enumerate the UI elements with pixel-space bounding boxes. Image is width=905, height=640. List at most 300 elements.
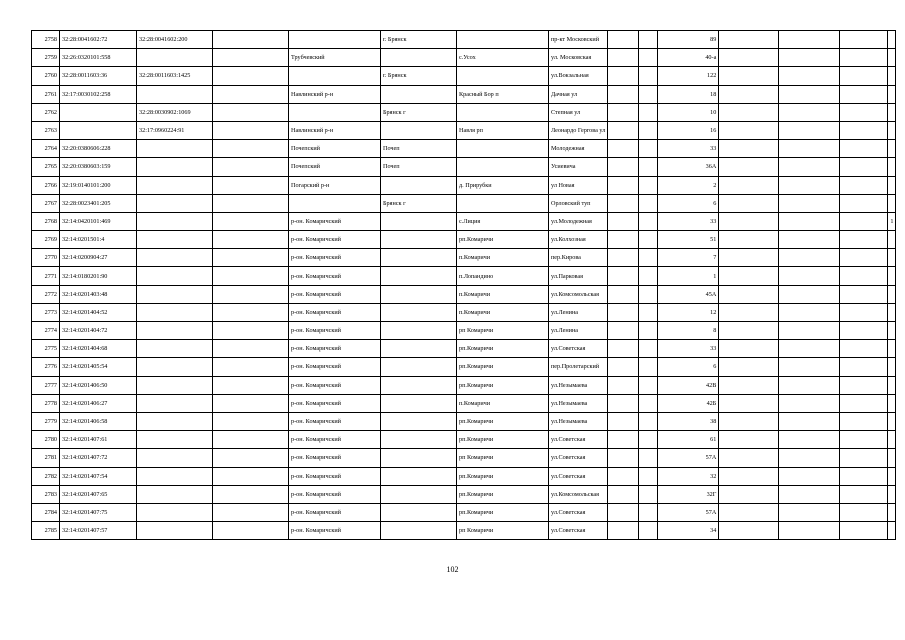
table-cell	[639, 431, 658, 449]
table-row	[32, 176, 896, 194]
table-cell	[719, 212, 779, 230]
table-cell: Степная ул	[549, 103, 608, 121]
table-cell: р-он. Комаричский	[289, 249, 381, 267]
table-cell: п.Комаричи	[457, 303, 549, 321]
table-cell	[779, 303, 840, 321]
table-cell	[888, 340, 896, 358]
table-cell	[779, 412, 840, 430]
table-cell	[719, 140, 779, 158]
table-row	[32, 467, 896, 485]
table-cell	[840, 394, 888, 412]
table-cell	[381, 85, 457, 103]
table-cell	[719, 231, 779, 249]
table-cell	[840, 140, 888, 158]
table-row	[32, 267, 896, 285]
table-cell	[608, 449, 639, 467]
table-cell: рп.Комаричи	[457, 340, 549, 358]
table-cell: ул.Ленина	[549, 322, 608, 340]
table-cell: 32:14:0201404:52	[60, 303, 137, 321]
table-cell: р-он. Комаричский	[289, 522, 381, 540]
table-cell: р-он. Комаричский	[289, 212, 381, 230]
table-cell	[888, 176, 896, 194]
table-row	[32, 85, 896, 103]
table-cell: 32:28:0030902:1069	[137, 103, 213, 121]
table-cell	[840, 158, 888, 176]
table-cell: 32:14:0180201:90	[60, 267, 137, 285]
table-row	[32, 194, 896, 212]
table-cell: р-он. Комаричский	[289, 412, 381, 430]
table-cell	[719, 467, 779, 485]
table-cell	[381, 303, 457, 321]
table-cell: п.Лопандино	[457, 267, 549, 285]
table-cell: 18	[658, 85, 719, 103]
table-cell	[639, 67, 658, 85]
table-cell: ул.Комсомольская	[549, 485, 608, 503]
table-cell: 33	[658, 212, 719, 230]
table-cell: 2771	[32, 267, 60, 285]
table-cell	[381, 340, 457, 358]
table-cell	[719, 194, 779, 212]
table-row	[32, 340, 896, 358]
table-cell	[639, 103, 658, 121]
table-cell: ул.Незымаева	[549, 394, 608, 412]
table-cell: ул.Ленина	[549, 303, 608, 321]
table-cell	[213, 358, 289, 376]
table-row	[32, 140, 896, 158]
table-cell: рп.Комаричи	[457, 358, 549, 376]
table-cell: 32:17:0960224:91	[137, 121, 213, 139]
table-row	[32, 231, 896, 249]
table-cell	[137, 503, 213, 521]
table-cell	[608, 212, 639, 230]
table-cell: ул.Советская	[549, 340, 608, 358]
table-cell: 34	[658, 522, 719, 540]
table-cell	[719, 267, 779, 285]
table-cell: рп.Комаричи	[457, 485, 549, 503]
table-cell	[840, 49, 888, 67]
table-cell	[840, 522, 888, 540]
table-cell	[608, 503, 639, 521]
table-cell: Навлинский р-н	[289, 121, 381, 139]
table-cell: 2	[658, 176, 719, 194]
table-cell	[779, 358, 840, 376]
table-cell	[639, 503, 658, 521]
table-cell	[213, 322, 289, 340]
table-cell: 61	[658, 431, 719, 449]
table-cell: 2760	[32, 67, 60, 85]
table-body	[32, 31, 896, 540]
table-cell	[779, 322, 840, 340]
table-cell	[719, 176, 779, 194]
table-cell: пер.Кирова	[549, 249, 608, 267]
table-cell	[840, 249, 888, 267]
table-cell: 7	[658, 249, 719, 267]
table-cell	[608, 140, 639, 158]
table-cell	[639, 158, 658, 176]
table-cell: 2761	[32, 85, 60, 103]
table-cell: ул.Незымаева	[549, 412, 608, 430]
table-cell	[639, 140, 658, 158]
table-cell: 122	[658, 67, 719, 85]
table-cell	[213, 158, 289, 176]
table-cell	[840, 176, 888, 194]
table-cell: 32:14:0201407:65	[60, 485, 137, 503]
table-cell: п.Комаричи	[457, 249, 549, 267]
table-cell: 2773	[32, 303, 60, 321]
table-cell	[213, 85, 289, 103]
table-cell	[381, 467, 457, 485]
table-cell	[639, 231, 658, 249]
table-cell	[888, 249, 896, 267]
table-cell	[608, 358, 639, 376]
table-cell	[381, 49, 457, 67]
table-cell: ул.Парковая	[549, 267, 608, 285]
table-cell: ул Новая	[549, 176, 608, 194]
table-cell: ул.Советская	[549, 522, 608, 540]
table-cell	[137, 394, 213, 412]
table-cell	[888, 322, 896, 340]
table-cell: 32Г	[658, 485, 719, 503]
table-cell: 2781	[32, 449, 60, 467]
table-cell: 40-а	[658, 49, 719, 67]
table-cell	[137, 176, 213, 194]
table-cell: р-он. Комаричский	[289, 503, 381, 521]
table-cell: ул.Советская	[549, 503, 608, 521]
table-cell	[381, 249, 457, 267]
table-cell	[137, 231, 213, 249]
table-cell	[608, 49, 639, 67]
table-cell: 6	[658, 358, 719, 376]
table-cell	[213, 176, 289, 194]
table-cell	[137, 467, 213, 485]
table-cell	[608, 394, 639, 412]
table-cell: 32	[658, 467, 719, 485]
table-cell: рп Комаричи	[457, 322, 549, 340]
table-cell	[381, 121, 457, 139]
table-cell	[639, 485, 658, 503]
table-cell	[457, 140, 549, 158]
table-cell	[639, 412, 658, 430]
table-cell: ул.Советская	[549, 449, 608, 467]
table-row	[32, 322, 896, 340]
table-cell	[137, 212, 213, 230]
table-row	[32, 412, 896, 430]
table-cell: Брянск г	[381, 103, 457, 121]
table-cell	[779, 158, 840, 176]
table-cell: ул. Московская	[549, 49, 608, 67]
table-cell: 2776	[32, 358, 60, 376]
table-cell: 32:14:0201406:50	[60, 376, 137, 394]
table-cell	[608, 322, 639, 340]
table-cell: 32:28:0041602:200	[137, 31, 213, 49]
table-cell	[381, 376, 457, 394]
table-row	[32, 485, 896, 503]
table-cell: 6	[658, 194, 719, 212]
table-cell: Навля рп	[457, 121, 549, 139]
table-cell	[840, 85, 888, 103]
table-cell: рп Комаричи	[457, 522, 549, 540]
table-cell: рп.Комаричи	[457, 412, 549, 430]
table-cell	[840, 467, 888, 485]
table-cell	[608, 103, 639, 121]
table-cell	[137, 322, 213, 340]
table-cell	[608, 412, 639, 430]
table-cell	[289, 67, 381, 85]
table-cell: Почеп	[381, 158, 457, 176]
table-cell	[639, 467, 658, 485]
table-cell	[213, 49, 289, 67]
table-cell	[639, 212, 658, 230]
table-cell: 32:14:0201404:68	[60, 340, 137, 358]
table-cell: 16	[658, 121, 719, 139]
table-cell	[719, 503, 779, 521]
table-row	[32, 121, 896, 139]
table-cell: ул.Комсомольская	[549, 285, 608, 303]
table-cell	[137, 358, 213, 376]
table-cell	[840, 121, 888, 139]
table-cell	[137, 340, 213, 358]
table-cell: Усиевича	[549, 158, 608, 176]
table-cell	[719, 31, 779, 49]
table-cell	[137, 267, 213, 285]
table-cell: р-он. Комаричский	[289, 303, 381, 321]
table-cell	[840, 503, 888, 521]
table-cell	[608, 67, 639, 85]
table-cell	[840, 303, 888, 321]
table-cell	[213, 522, 289, 540]
table-cell	[608, 467, 639, 485]
table-cell: 32:28:0011603:36	[60, 67, 137, 85]
table-cell	[888, 522, 896, 540]
table-cell	[719, 303, 779, 321]
table-cell: 32:14:0201407:72	[60, 449, 137, 467]
table-cell	[639, 340, 658, 358]
table-cell: 2785	[32, 522, 60, 540]
table-cell	[639, 85, 658, 103]
table-row	[32, 358, 896, 376]
table-cell	[719, 485, 779, 503]
property-register-table	[31, 30, 896, 540]
table-cell: 2767	[32, 194, 60, 212]
table-cell	[840, 449, 888, 467]
table-cell	[639, 121, 658, 139]
table-cell	[137, 249, 213, 267]
table-cell: Почепский	[289, 158, 381, 176]
table-cell: 32:14:0201407:75	[60, 503, 137, 521]
table-cell	[888, 121, 896, 139]
table-cell: г. Брянск	[381, 31, 457, 49]
table-cell	[639, 267, 658, 285]
table-row	[32, 522, 896, 540]
table-cell	[213, 194, 289, 212]
table-cell: 2766	[32, 176, 60, 194]
table-cell	[381, 212, 457, 230]
table-cell	[213, 340, 289, 358]
table-cell: 2775	[32, 340, 60, 358]
table-cell	[888, 485, 896, 503]
table-cell	[639, 394, 658, 412]
table-cell: ул.Советская	[549, 467, 608, 485]
table-cell: р-он. Комаричский	[289, 322, 381, 340]
table-cell	[137, 49, 213, 67]
table-cell	[719, 376, 779, 394]
table-cell: пр-кт Московский	[549, 31, 608, 49]
table-cell: 32:14:0201407:54	[60, 467, 137, 485]
table-cell	[779, 249, 840, 267]
table-cell: 2779	[32, 412, 60, 430]
table-cell: Дачная ул	[549, 85, 608, 103]
table-row	[32, 67, 896, 85]
table-cell	[779, 267, 840, 285]
table-cell	[213, 231, 289, 249]
table-cell	[213, 103, 289, 121]
table-cell: р-он. Комаричский	[289, 394, 381, 412]
table-cell	[779, 522, 840, 540]
table-cell	[888, 194, 896, 212]
table-cell	[779, 485, 840, 503]
table-cell	[779, 503, 840, 521]
table-cell	[840, 431, 888, 449]
table-cell	[137, 158, 213, 176]
table-cell	[779, 431, 840, 449]
table-cell: р-он. Комаричский	[289, 431, 381, 449]
table-row	[32, 449, 896, 467]
table-cell	[137, 376, 213, 394]
table-cell	[639, 322, 658, 340]
table-cell: 32:14:0201405:54	[60, 358, 137, 376]
table-cell	[457, 103, 549, 121]
table-cell	[60, 121, 137, 139]
table-cell: р-он. Комаричский	[289, 267, 381, 285]
table-cell: 32:14:0201406:27	[60, 394, 137, 412]
table-cell	[457, 67, 549, 85]
table-cell	[888, 231, 896, 249]
table-cell	[213, 285, 289, 303]
table-cell: 42В	[658, 376, 719, 394]
table-cell	[608, 194, 639, 212]
table-cell: Брянск г	[381, 194, 457, 212]
table-cell	[608, 249, 639, 267]
table-cell	[888, 431, 896, 449]
table-cell: 32:14:0200904:27	[60, 249, 137, 267]
table-cell: 2770	[32, 249, 60, 267]
table-cell	[840, 194, 888, 212]
table-cell	[719, 449, 779, 467]
table-cell	[779, 467, 840, 485]
page-number: 102	[446, 565, 459, 574]
table-cell: 1	[658, 267, 719, 285]
table-cell	[381, 449, 457, 467]
table-cell	[381, 431, 457, 449]
table-row	[32, 376, 896, 394]
table-cell	[779, 212, 840, 230]
table-cell	[381, 176, 457, 194]
table-cell: 2783	[32, 485, 60, 503]
table-cell	[213, 503, 289, 521]
table-cell	[289, 31, 381, 49]
table-cell: рп.Комаричи	[457, 376, 549, 394]
table-cell: р-он. Комаричский	[289, 485, 381, 503]
table-cell	[137, 285, 213, 303]
table-cell: р-он. Комаричский	[289, 285, 381, 303]
table-cell	[289, 194, 381, 212]
table-cell	[639, 49, 658, 67]
table-cell: 2763	[32, 121, 60, 139]
table-cell: 32:28:0041602:72	[60, 31, 137, 49]
table-cell: ул.Советская	[549, 431, 608, 449]
table-cell	[289, 103, 381, 121]
table-cell: 45А	[658, 285, 719, 303]
table-row	[32, 212, 896, 230]
table-cell	[639, 358, 658, 376]
table-row	[32, 31, 896, 49]
table-cell	[719, 394, 779, 412]
table-cell	[779, 140, 840, 158]
table-cell	[888, 303, 896, 321]
table-cell	[137, 194, 213, 212]
table-cell	[213, 140, 289, 158]
table-cell	[608, 303, 639, 321]
table-cell: 32:28:0011603:1425	[137, 67, 213, 85]
table-cell	[840, 285, 888, 303]
table-cell	[608, 121, 639, 139]
table-cell: ул.Незымаева	[549, 376, 608, 394]
table-cell: р-он. Комаричский	[289, 376, 381, 394]
table-cell	[639, 522, 658, 540]
table-cell: Почеп	[381, 140, 457, 158]
table-cell	[779, 194, 840, 212]
table-cell	[888, 67, 896, 85]
table-cell	[381, 485, 457, 503]
table-cell	[213, 412, 289, 430]
table-cell: Навлинский р-н	[289, 85, 381, 103]
table-cell	[381, 285, 457, 303]
table-cell	[779, 67, 840, 85]
table-cell: п.Комаричи	[457, 394, 549, 412]
table-cell	[213, 212, 289, 230]
table-row	[32, 103, 896, 121]
table-cell: рп.Комаричи	[457, 503, 549, 521]
table-cell	[840, 412, 888, 430]
table-cell	[213, 376, 289, 394]
table-cell: 32:14:0201501:4	[60, 231, 137, 249]
table-cell	[381, 322, 457, 340]
table-cell	[719, 412, 779, 430]
table-cell: 32:19:0140101:200	[60, 176, 137, 194]
table-cell	[779, 376, 840, 394]
table-cell	[888, 449, 896, 467]
table-cell	[213, 467, 289, 485]
table-cell	[779, 121, 840, 139]
table-cell: 32:14:0420101:469	[60, 212, 137, 230]
table-cell	[719, 49, 779, 67]
table-cell	[888, 103, 896, 121]
table-cell	[639, 249, 658, 267]
table-cell: 32:14:0201404:72	[60, 322, 137, 340]
table-cell	[213, 121, 289, 139]
table-cell	[381, 503, 457, 521]
table-cell	[608, 485, 639, 503]
table-cell: Почепский	[289, 140, 381, 158]
table-cell	[779, 31, 840, 49]
table-cell: 57А	[658, 503, 719, 521]
table-cell	[779, 85, 840, 103]
table-cell: 89	[658, 31, 719, 49]
table-cell	[213, 431, 289, 449]
table-cell	[888, 467, 896, 485]
table-row	[32, 249, 896, 267]
table-row	[32, 503, 896, 521]
